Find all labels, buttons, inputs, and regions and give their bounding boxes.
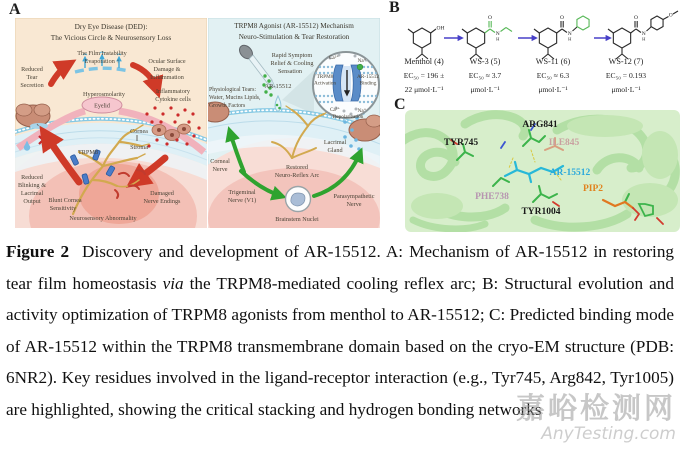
svg-text:Sensation: Sensation [277, 68, 303, 75]
caption-text-part1: Discovery and development of AR-15512. A: Mechanism of AR-15512 in restoring tear film homeostasis [6, 242, 675, 293]
svg-text:Neurosensory Abnormality: Neurosensory Abnormality [69, 215, 137, 222]
o-atom-label: O [668, 12, 673, 19]
ws12-structure [608, 11, 678, 59]
svg-text:Binding: Binding [359, 80, 377, 87]
compound-labels [404, 57, 647, 94]
oh-atom-label: OH [436, 25, 445, 32]
h-atom-label: H [568, 36, 572, 42]
svg-text:AR-15512: AR-15512 [357, 74, 379, 80]
figure-caption [6, 236, 674, 426]
panel-a-right-illustration [208, 18, 380, 228]
residue-label-tyr1004: TYR1004 [521, 207, 561, 217]
n-atom-label: N [567, 31, 572, 37]
compound-ec50: EC₅₀ = 0.193 [605, 71, 647, 80]
svg-text:Na⁺: Na⁺ [357, 58, 367, 64]
ded-title-line1: Dry Eye Disease (DED): [74, 22, 148, 31]
svg-text:Growth Factors: Growth Factors [209, 103, 246, 109]
svg-text:Corneal: Corneal [210, 158, 230, 165]
h-atom-label: H [642, 36, 646, 42]
svg-text:Damaged: Damaged [150, 190, 174, 197]
o-atom-label: O [488, 15, 492, 21]
svg-text:Rapid Symptom: Rapid Symptom [271, 52, 313, 59]
svg-text:Reduced: Reduced [21, 174, 43, 181]
residue-label-arg841: ARG841 [522, 120, 558, 130]
svg-text:Parasympathetic: Parasympathetic [333, 193, 375, 200]
compound-name: Menthol (4) [404, 57, 444, 66]
watermark-cjk-text: 嘉峪检测网 [515, 391, 676, 425]
svg-text:Damage &: Damage & [153, 66, 181, 73]
svg-text:Cytokine cells: Cytokine cells [155, 96, 191, 103]
residue-label-ar15512: AR-15512 [549, 168, 591, 178]
panel-c-label: C [394, 96, 406, 113]
n-atom-label: N [495, 31, 500, 37]
panel-a-left-illustration [15, 18, 207, 228]
residue-label-tyr745: TYR745 [443, 138, 479, 148]
compound-ec50: EC₅₀ ≈ 3.7 [468, 71, 502, 80]
svg-text:Inflammation: Inflammation [150, 74, 184, 81]
svg-text:Blunt Cornea: Blunt Cornea [48, 197, 82, 204]
watermark-site-text: AnyTesting.com [541, 424, 676, 444]
figure-caption-number: Figure 2 [6, 242, 70, 261]
svg-text:Activation: Activation [314, 80, 336, 87]
panel-a-label: A [9, 1, 21, 18]
svg-text:Water, Mucins Lipids,: Water, Mucins Lipids, [209, 95, 261, 101]
ar15512-molecule-dot [357, 64, 363, 70]
svg-text:TRPM8: TRPM8 [316, 74, 334, 80]
svg-text:Neuro-Reflex Arc: Neuro-Reflex Arc [274, 172, 320, 179]
svg-text:Inflammatory: Inflammatory [155, 88, 191, 95]
brain-icon [291, 193, 305, 206]
residue-label-phe738: PHE738 [475, 192, 509, 202]
svg-text:Nerve Endings: Nerve Endings [143, 198, 181, 205]
svg-text:Nerve: Nerve [346, 201, 362, 208]
compound-ec50: μmol·L⁻¹ [470, 85, 500, 94]
ws11-phenyl-green [577, 16, 589, 30]
caption-via-italic: via [162, 273, 184, 293]
o-atom-label: O [560, 15, 564, 21]
compound-name: WS-3 (5) [469, 57, 501, 66]
svg-text:Nerve (V1): Nerve (V1) [227, 197, 257, 204]
ws3-amide-green [485, 15, 512, 42]
svg-text:Gland: Gland [327, 147, 343, 154]
svg-text:TRPM8: TRPM8 [78, 149, 98, 156]
panel-c-binding-mode [405, 110, 680, 232]
ded-title-line2: The Vicious Circle & Neurosensory Loss [50, 33, 172, 42]
svg-text:Na⁺: Na⁺ [357, 108, 367, 114]
svg-text:Physiological Tears:: Physiological Tears: [209, 87, 256, 93]
ws3-structure [462, 15, 512, 59]
svg-text:Restored: Restored [286, 164, 308, 171]
panel-b-chemistry [400, 6, 680, 106]
svg-text:Ca²⁺: Ca²⁺ [328, 55, 340, 61]
svg-text:Lacrimal: Lacrimal [20, 190, 44, 197]
svg-text:Reduced: Reduced [21, 66, 43, 73]
h-atom-label: H [496, 36, 500, 42]
svg-text:Stroma: Stroma [130, 144, 148, 151]
svg-text:AR-15512: AR-15512 [264, 83, 292, 90]
svg-text:Ocular Surface: Ocular Surface [148, 58, 186, 65]
svg-text:Ca²⁺: Ca²⁺ [329, 107, 341, 113]
menthol-structure [408, 26, 444, 60]
compound-ec50: 22 μmol·L⁻¹ [404, 85, 444, 94]
brainstem-graphic [286, 187, 311, 212]
n-atom-label: N [641, 31, 646, 37]
svg-text:Sensitivity: Sensitivity [49, 205, 77, 212]
svg-text:Tear: Tear [26, 74, 38, 81]
mechanism-title-line2: Neuro-Stimulation & Tear Restoration [238, 33, 350, 41]
compound-ec50: EC₅₀ ≈ 6.3 [536, 71, 570, 80]
svg-text:Secretion: Secretion [20, 82, 44, 89]
svg-text:Nerve: Nerve [212, 166, 228, 173]
svg-text:Hyperosmolarity: Hyperosmolarity [83, 91, 125, 98]
compound-ec50: μmol·L⁻¹ [538, 85, 568, 94]
compound-ec50: EC₅₀ = 196 ± [403, 71, 445, 80]
svg-text:Evaporation ↑: Evaporation ↑ [84, 58, 120, 65]
svg-text:Blinking &: Blinking & [17, 182, 47, 189]
svg-text:Relief & Cooling: Relief & Cooling [270, 60, 314, 67]
svg-text:Trigeminal: Trigeminal [228, 189, 256, 196]
compound-ec50: μmol·L⁻¹ [611, 85, 641, 94]
svg-text:The Film Instability: The Film Instability [77, 50, 127, 57]
svg-text:Lacrimal: Lacrimal [323, 139, 347, 146]
compound-name: WS-11 (6) [535, 57, 571, 66]
svg-text:Output: Output [23, 198, 41, 205]
residue-label-pip2: PIP2 [582, 184, 604, 194]
compound-name: WS-12 (7) [608, 57, 644, 66]
o-atom-label: O [634, 15, 638, 21]
ws11-structure [534, 15, 589, 59]
svg-text:Cornea: Cornea [130, 128, 148, 135]
mechanism-title-line1: TRPM8 Agonist (AR-15512) Mechanism [234, 22, 354, 30]
svg-text:Brainstem Nuclei: Brainstem Nuclei [275, 216, 319, 223]
svg-text:Depolarization: Depolarization [332, 114, 364, 120]
eyelid-label: Eyelid [94, 103, 110, 110]
residue-label-ile845: ILE845 [548, 138, 580, 148]
caption-text-part2: the TRPM8-mediated cooling reflex arc; B: Structural evolution and activity optimization of TRPM8 agonists from menthol to AR-15512; C: Predicted binding mode of AR-15512 within the TRPM8 transmembrane domain based on the cryo-EM structure (PDB: 6NR2). Key residues involved in the ligand-receptor interaction (e.g., Tyr745, Arg842, Tyr1005) are highlighted, showing the critical stacking and hydrogen bonding networks [6, 273, 674, 419]
panel-b-label: B [389, 0, 400, 16]
